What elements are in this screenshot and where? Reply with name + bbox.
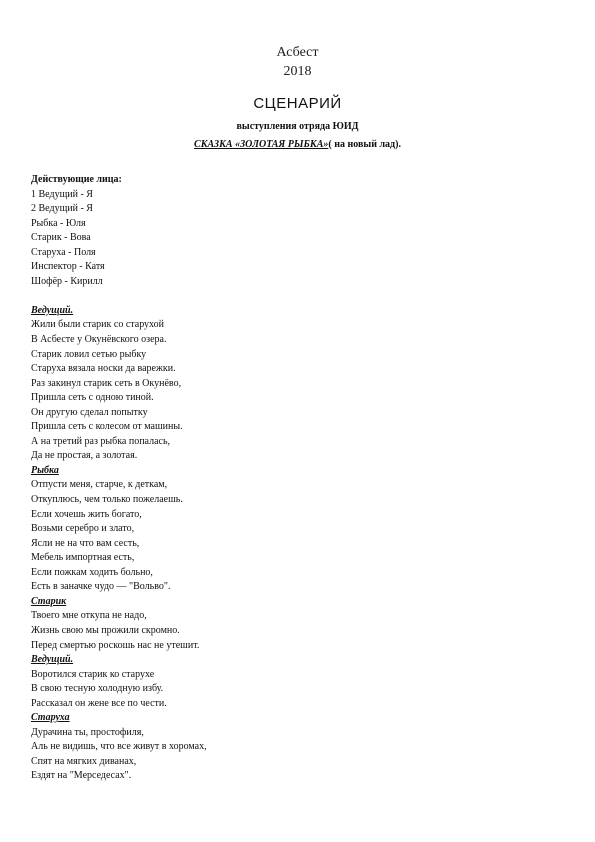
cast-member: 1 Ведущий - Я bbox=[31, 188, 93, 200]
script-line: Рассказал он жене все по чести. bbox=[31, 697, 167, 709]
cast-member: Рыбка - Юля bbox=[31, 217, 86, 229]
spacer bbox=[31, 289, 571, 304]
script-line: Ясли не на что вам сесть, bbox=[31, 537, 140, 549]
script-line: Дурачина ты, простофиля, bbox=[31, 726, 144, 738]
speaker-label: Ведущий. bbox=[31, 654, 74, 666]
speaker-label: Рыбка bbox=[31, 464, 59, 476]
script-section bbox=[31, 304, 571, 464]
script-line: Старуха вязала носки да варежки. bbox=[31, 363, 176, 375]
script-line: Перед смертью роскошь нас не утешит. bbox=[31, 639, 200, 651]
script-line: Пришла сеть с колесом от машины. bbox=[31, 421, 183, 433]
document-subtitle: выступления отряда ЮИД bbox=[236, 121, 359, 132]
script-line: Жили были старик со старухой bbox=[31, 319, 165, 331]
fairy-tale-name: СКАЗКА «ЗОЛОТАЯ РЫБКА» bbox=[194, 139, 329, 150]
script-section bbox=[31, 595, 571, 653]
script-line: Если пожкам ходить больно, bbox=[31, 566, 153, 578]
script-line: Жизнь свою мы прожили скромно. bbox=[31, 624, 180, 636]
script-section bbox=[31, 653, 571, 711]
script-line: В Асбесте у Окунёвского озера. bbox=[31, 334, 167, 346]
fairy-tale-line bbox=[0, 138, 595, 151]
script-line: Спят на мягких диванах, bbox=[31, 755, 137, 767]
script-line: Да не простая, а золотая. bbox=[31, 450, 138, 462]
speaker-label: Ведущий. bbox=[31, 304, 74, 316]
cast-member: Старуха - Поля bbox=[31, 246, 96, 258]
script-line: Пришла сеть с одною тиной. bbox=[31, 392, 154, 404]
fairy-tale-note: ( на новый лад). bbox=[328, 139, 401, 150]
script-line: Воротился старик ко старухе bbox=[31, 668, 155, 680]
script-line: Возьми серебро и злато, bbox=[31, 523, 135, 535]
cast-member: Инспектор - Катя bbox=[31, 261, 105, 273]
script-line: Старик ловил сетью рыбку bbox=[31, 348, 147, 360]
cast-member: 2 Ведущий - Я bbox=[31, 203, 93, 215]
cast-member: Старик - Вова bbox=[31, 232, 91, 244]
cast-member: Шофёр - Кирилл bbox=[31, 275, 103, 287]
script-section bbox=[31, 464, 571, 595]
script-section bbox=[31, 711, 571, 784]
script-line: Если хочешь жить богато, bbox=[31, 508, 142, 520]
script-line: Твоего мне откупа не надо, bbox=[31, 610, 147, 622]
script-line: Отпусти меня, старче, к деткам, bbox=[31, 479, 168, 491]
script-line: Он другую сделал попытку bbox=[31, 406, 148, 418]
document-title: СЦЕНАРИЙ bbox=[253, 95, 342, 112]
script-line: А на третий раз рыбка попалась, bbox=[31, 435, 171, 447]
script-line: Аль не видишь, что все живут в хоромах, bbox=[31, 741, 207, 753]
script-line: В свою тесную холодную избу. bbox=[31, 683, 164, 695]
script-line: Раз закинул старик сеть в Окунёво, bbox=[31, 377, 182, 389]
script-line: Откуплюсь, чем только пожелаешь. bbox=[31, 494, 183, 506]
cast-heading: Действующие лица: bbox=[31, 174, 122, 185]
script-line: Ездят на "Мерседесах". bbox=[31, 770, 132, 782]
script-line: Есть в заначке чудо — "Вольво". bbox=[31, 581, 171, 593]
speaker-label: Старик bbox=[31, 595, 67, 607]
city-name: Асбест bbox=[276, 45, 319, 60]
cast-list bbox=[31, 173, 571, 289]
speaker-label: Старуха bbox=[31, 712, 70, 724]
script-line: Мебель импортная есть, bbox=[31, 552, 135, 564]
year: 2018 bbox=[283, 64, 312, 79]
document-body bbox=[31, 173, 571, 784]
